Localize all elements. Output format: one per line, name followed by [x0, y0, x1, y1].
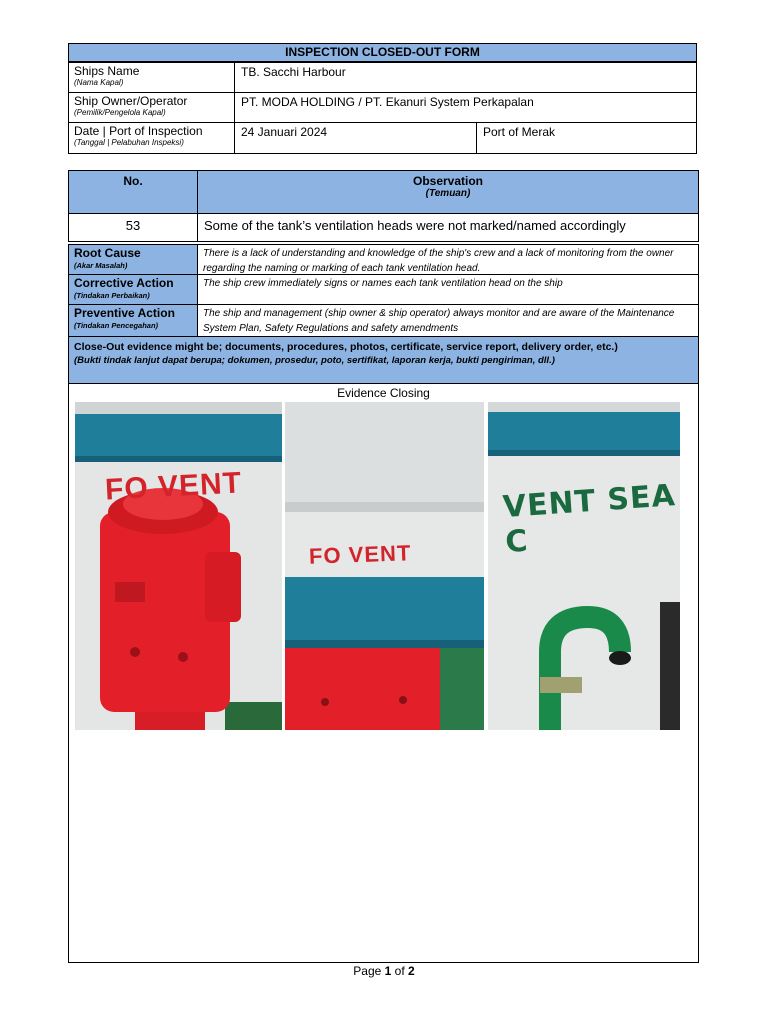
evidence-photo-3: [488, 402, 680, 730]
corrective-label-cell: [68, 274, 198, 305]
owner-sublabel: (Pemilik/Pengelola Kapal): [74, 108, 166, 117]
ships-name-label: Ships Name: [74, 64, 140, 78]
preventive-text: The ship and management (ship owner & ship operator) always monitor and are aware of the Maintenance System Plan, Safety Regulations and safety amendments: [197, 304, 699, 337]
photo-3-label: VENT SEA C: [501, 478, 677, 561]
closeout-line1: Close-Out evidence might be; documents, procedures, photos, certificate, service report, delivery order, etc.): [74, 341, 618, 353]
no-header-text: No.: [123, 174, 143, 188]
port-value: Port of Merak: [476, 122, 697, 154]
page-prefix: Page: [353, 964, 382, 978]
root-cause-sublabel: (Akar Masalah): [74, 261, 128, 270]
page-current: 1: [384, 964, 392, 978]
owner-label: Ship Owner/Operator: [74, 94, 188, 108]
date-label-cell: [68, 122, 235, 154]
observation-number: 53: [68, 213, 198, 242]
owner-value: PT. MODA HOLDING / PT. Ekanuri System Perkapalan: [234, 92, 697, 123]
evidence-photo-1: [75, 402, 282, 730]
preventive-sublabel: (Tindakan Pencegahan): [74, 321, 159, 330]
corrective-text: The ship crew immediately signs or names each tank ventilation head on the ship: [197, 274, 699, 305]
root-cause-label-cell: [68, 244, 198, 275]
no-header: [68, 170, 198, 214]
evidence-title: Evidence Closing: [337, 386, 430, 400]
ships-name-value: TB. Sacchi Harbour: [234, 62, 697, 93]
photo-1-drawing: [75, 402, 282, 730]
root-cause-text: There is a lack of understanding and knowledge of the ship's crew and a lack of monitoring from the owner regarding the naming or marking of each tank ventilation head.: [197, 244, 699, 275]
date-label: Date | Port of Inspection: [74, 124, 203, 138]
preventive-label: Preventive Action: [74, 306, 175, 320]
observation-text: Some of the tank’s ventilation heads were not marked/named accordingly: [197, 213, 699, 242]
form-title: INSPECTION CLOSED-OUT FORM: [68, 43, 697, 62]
observation-header-text: Observation: [412, 174, 484, 188]
preventive-label-cell: [68, 304, 198, 337]
photo-1-label: FO VENT: [104, 466, 243, 507]
closeout-line2: (Bukti tindak lanjut dapat berupa; dokumen, prosedur, poto, sertifikat, laporan kerja, bukti pengiriman, dll.): [74, 355, 555, 366]
owner-label-cell: [68, 92, 235, 123]
photo-3-drawing: [488, 402, 680, 730]
page-of: of: [394, 964, 405, 978]
closeout-note: [68, 336, 699, 384]
date-value: 24 Januari 2024: [234, 122, 477, 154]
corrective-sublabel: (Tindakan Perbaikan): [74, 291, 150, 300]
photo-2-label: FO VENT: [308, 540, 412, 569]
evidence-photo-2: [285, 402, 484, 730]
date-sublabel: (Tanggal | Pelabuhan Inspeksi): [74, 138, 184, 147]
observation-header-sub: (Temuan): [425, 188, 471, 199]
root-cause-label: Root Cause: [74, 246, 141, 260]
page-footer: [0, 964, 768, 978]
corrective-label: Corrective Action: [74, 276, 174, 290]
observation-header: [197, 170, 699, 214]
ships-name-sublabel: (Nama Kapal): [74, 78, 124, 87]
page-total: 2: [408, 964, 415, 978]
ships-name-label-cell: [68, 62, 235, 93]
